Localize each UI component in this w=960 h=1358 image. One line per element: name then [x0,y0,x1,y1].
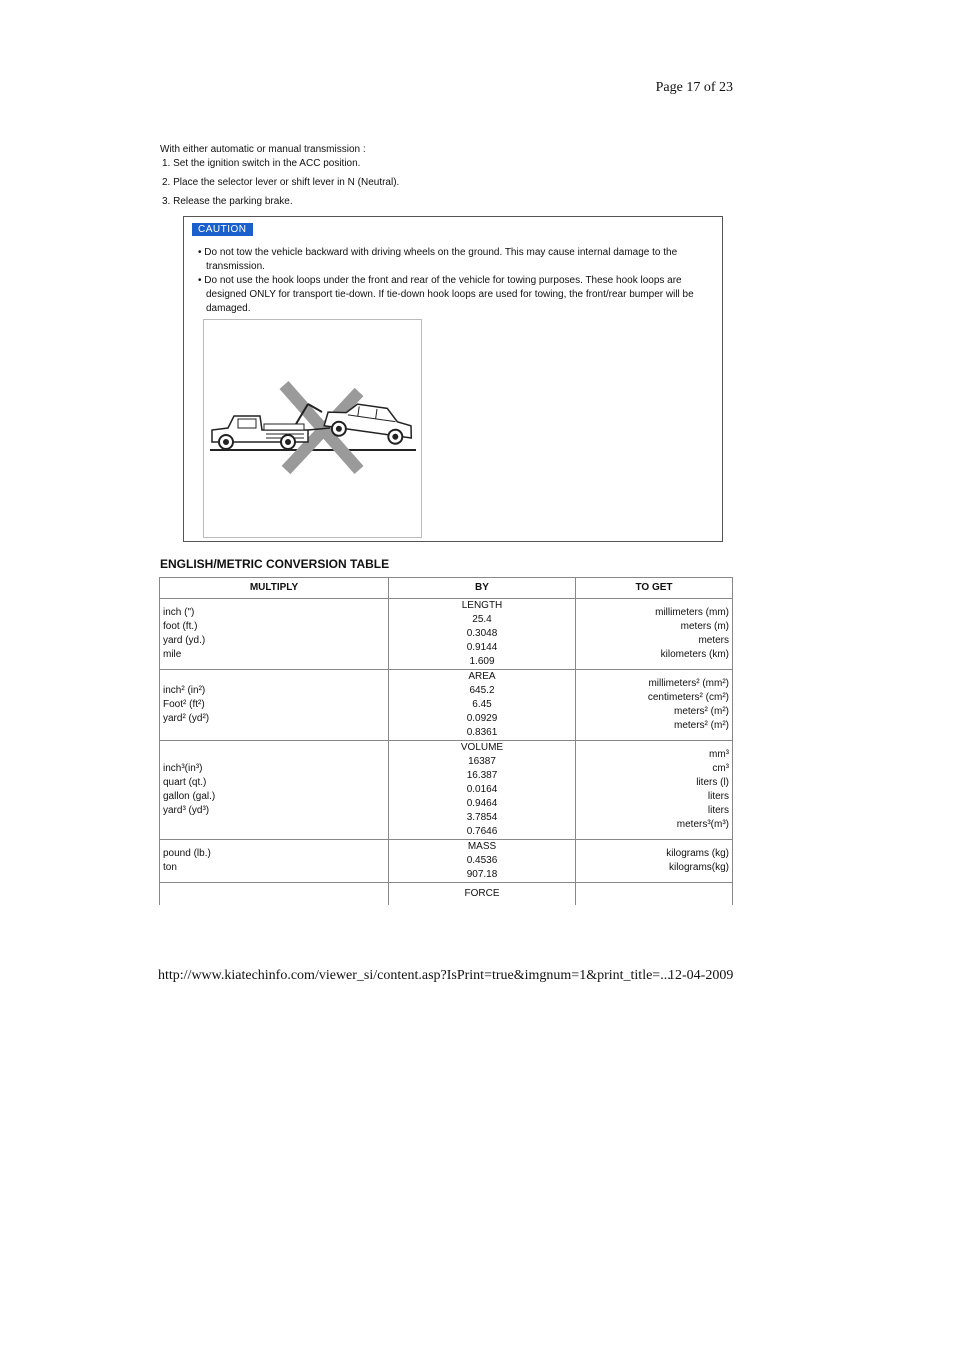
result-cell [576,741,733,840]
factor-cell [389,741,576,840]
table-header-row [160,578,733,599]
unit-label: yard³ (yd³) [163,805,210,816]
unit-label: foot (ft.) [163,621,198,632]
factor-value: 0.4536 [466,855,498,866]
step-item: 3. Release the parking brake. [162,196,293,207]
unit-label: quart (qt.) [163,777,207,788]
unit-label: kilograms (kg) [666,848,729,859]
factor-value: 645.2 [469,685,495,696]
factor-value: 16387 [468,756,496,767]
unit-label: yard (yd.) [163,635,206,646]
unit-label: Foot² (ft²) [163,699,205,710]
factor-value: 0.9464 [466,798,498,809]
multiply-cell [160,599,389,670]
unit-label: meters² (m²) [674,720,729,731]
factor-value: 6.45 [472,699,492,710]
factor-value: 0.7646 [466,826,498,837]
footer-date: 12-04-2009 [668,968,734,983]
multiply-cell [160,840,389,883]
multiply-cell [160,670,389,741]
caution-bullet: • Do not tow the vehicle backward with driving wheels on the ground. This may cause internal damage to the transmission. [198,247,678,272]
unit-label: mm³ [709,749,729,760]
unit-label: millimeters (mm) [655,607,729,618]
unit-label: meters² (m²) [674,706,729,717]
category-label: LENGTH [461,600,503,611]
unit-label: mile [163,649,182,660]
unit-label: millimeters² (mm²) [648,678,729,689]
column-header-multiply: MULTIPLY [160,578,389,599]
step-item: 2. Place the selector lever or shift lever in N (Neutral). [162,177,400,188]
factor-value: 0.3048 [466,628,498,639]
caution-box [183,216,723,542]
multiply-cell [160,883,389,906]
step-item: 1. Set the ignition switch in the ACC position. [162,158,361,169]
factor-value: 16.387 [466,770,498,781]
footer-url: http://www.kiatechinfo.com/viewer_si/content.asp?IsPrint=true&imgnum=1&print_title=... [158,968,671,983]
category-label: MASS [467,841,497,852]
unit-label: cm³ [712,763,729,774]
factor-value: 907.18 [466,869,498,880]
column-header-to-get: TO GET [576,578,733,599]
factor-value: 0.8361 [466,727,498,738]
unit-label: ton [163,862,177,873]
unit-label: meters (m) [680,621,729,632]
caution-bullet: • Do not use the hook loops under the front and rear of the vehicle for towing purposes. These hook loops are designed ONLY for transport tie-down. If tie-down hook loops are used for towing, the front/rear bumper will be damaged. [198,275,694,314]
factor-value: 0.0164 [466,784,498,795]
factor-cell [389,599,576,670]
factor-value: 0.0929 [466,713,498,724]
unit-label: yard² (yd²) [163,713,210,724]
result-cell [576,599,733,670]
table-row [160,840,733,883]
caution-text [196,246,718,316]
unit-label: inch² (in²) [163,685,206,696]
unit-label: meters [698,635,729,646]
table-row [160,741,733,840]
table-row [160,599,733,670]
table-row [160,670,733,741]
steps-list [162,157,399,214]
conversion-table [159,577,733,905]
factor-value: 3.7854 [466,812,498,823]
unit-label: liters [707,791,729,802]
unit-label: kilometers (km) [660,649,729,660]
unit-label: meters³(m³) [676,819,729,830]
factor-value: 25.4 [472,614,492,625]
unit-label: pound (lb.) [163,848,211,859]
factor-value: 1.609 [469,656,495,667]
factor-value: 0.9144 [466,642,498,653]
factor-cell [389,840,576,883]
result-cell [576,670,733,741]
unit-label: inch³(in³) [163,763,203,774]
unit-label: liters [707,805,729,816]
category-label: VOLUME [460,742,504,753]
conversion-table-title: ENGLISH/METRIC CONVERSION TABLE [160,557,390,571]
factor-cell [389,670,576,741]
multiply-cell [160,741,389,840]
page-footer [158,968,734,984]
category-label: AREA [468,671,496,682]
result-cell [576,883,733,906]
column-header-by: BY [389,578,576,599]
factor-cell [389,883,576,906]
towing-illustration [203,319,422,538]
unit-label: inch (") [163,607,195,618]
unit-label: gallon (gal.) [163,791,216,802]
page-number: Page 17 of 23 [655,80,733,95]
caution-badge: CAUTION [192,223,253,236]
unit-label: kilograms(kg) [668,862,729,873]
table-row [160,883,733,906]
unit-label: centimeters² (cm²) [647,692,729,703]
intro-text: With either automatic or manual transmission : [160,144,366,155]
result-cell [576,840,733,883]
tow-truck-prohibited-icon [204,320,421,537]
category-label: FORCE [464,888,500,899]
unit-label: liters (l) [696,777,729,788]
